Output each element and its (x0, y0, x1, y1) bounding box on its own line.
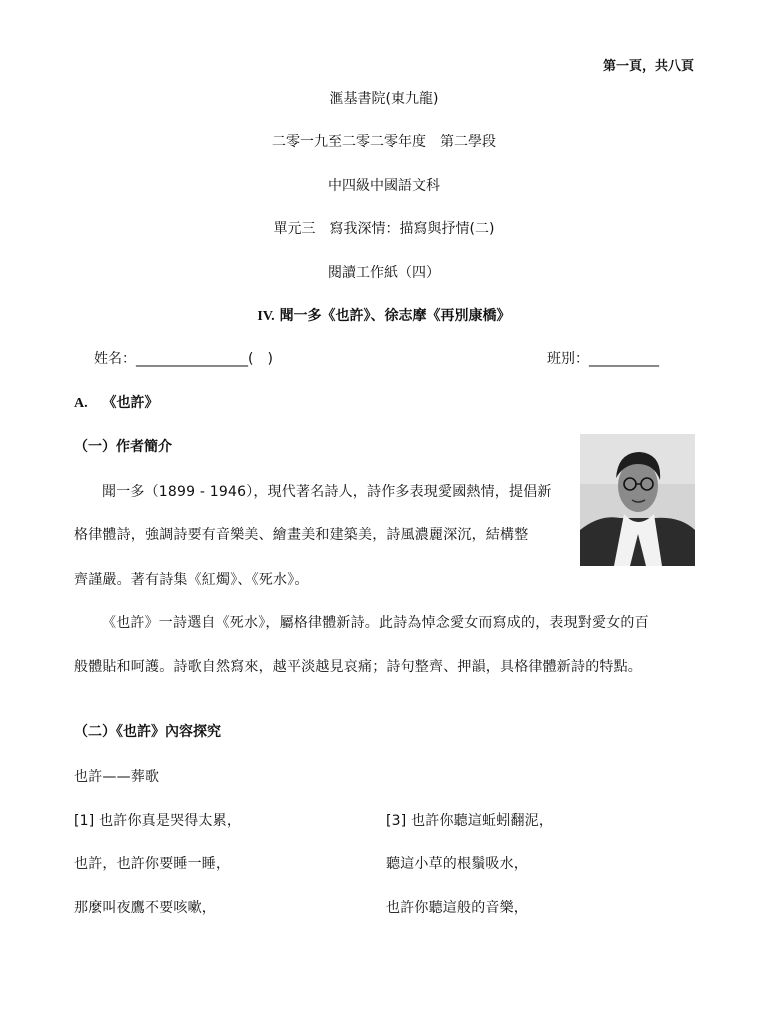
topic-title (0, 305, 768, 325)
section-a-title: 《也許》 (102, 395, 159, 411)
poem-left-line-2: 也許，也許你要睡一睡， (74, 856, 231, 872)
bio-line-1: 聞一多（1899 - 1946），現代著名詩人，詩作多表現愛國熱情，提倡新 (102, 484, 552, 500)
name-blank: ________________ (136, 351, 248, 367)
school-name: 滙基書院(東九龍) (329, 91, 439, 107)
number-paren: ( ) (248, 351, 273, 367)
poem-right-line-1: [3] 也許你聽這蚯蚓翻泥， (386, 813, 554, 829)
part1-heading: （一）作者簡介 (74, 439, 172, 455)
unit-title: 單元三 寫我深情：描寫與抒情(二) (273, 221, 495, 237)
page-number: 第一頁，共八頁 (602, 59, 694, 74)
worksheet-title: 閱讀工作紙（四） (328, 265, 440, 281)
bio-line-3: 齊謹嚴。著有詩集《紅燭》、《死水》。 (74, 572, 309, 588)
part2-heading: （二）《也許》內容探究 (74, 724, 221, 740)
name-label: 姓名： (94, 351, 136, 367)
poem-right-line-3: 也許你聽這般的音樂， (386, 900, 528, 916)
class-field[interactable] (547, 348, 659, 368)
class-label: 班別： (547, 351, 589, 367)
class-blank: __________ (589, 351, 659, 367)
intro-line-1: 《也許》一詩選自《死水》，屬格律體新詩。此詩為悼念愛女而寫成的，表現對愛女的百 (102, 615, 649, 631)
name-field[interactable] (94, 348, 273, 368)
section-a-num: A. (74, 396, 88, 411)
portrait-photo (580, 434, 695, 566)
poem-title: 也許——葬歌 (74, 769, 160, 785)
bio-line-2: 格律體詩，強調詩要有音樂美、繪畫美和建築美，詩風濃麗深沉，結構整 (74, 527, 529, 543)
intro-line-2: 般體貼和呵護。詩歌自然寫來，越平淡越見哀痛；詩句整齊、押韻，具格律體新詩的特點。 (74, 659, 642, 675)
topic-text: 聞一多《也許》、徐志摩《再別康橋》 (279, 308, 511, 324)
topic-number: IV. (257, 309, 275, 324)
subject-title: 中四級中國語文科 (328, 178, 440, 194)
academic-year: 二零一九至二零二零年度 第二學段 (272, 134, 496, 150)
poem-left-line-3: 那麼叫夜鷹不要咳嗽， (74, 900, 216, 916)
poem-right-line-2: 聽這小草的根鬚吸水， (386, 856, 528, 872)
section-a-heading (74, 392, 159, 412)
poem-left-line-1: [1] 也許你真是哭得太累， (74, 813, 242, 829)
